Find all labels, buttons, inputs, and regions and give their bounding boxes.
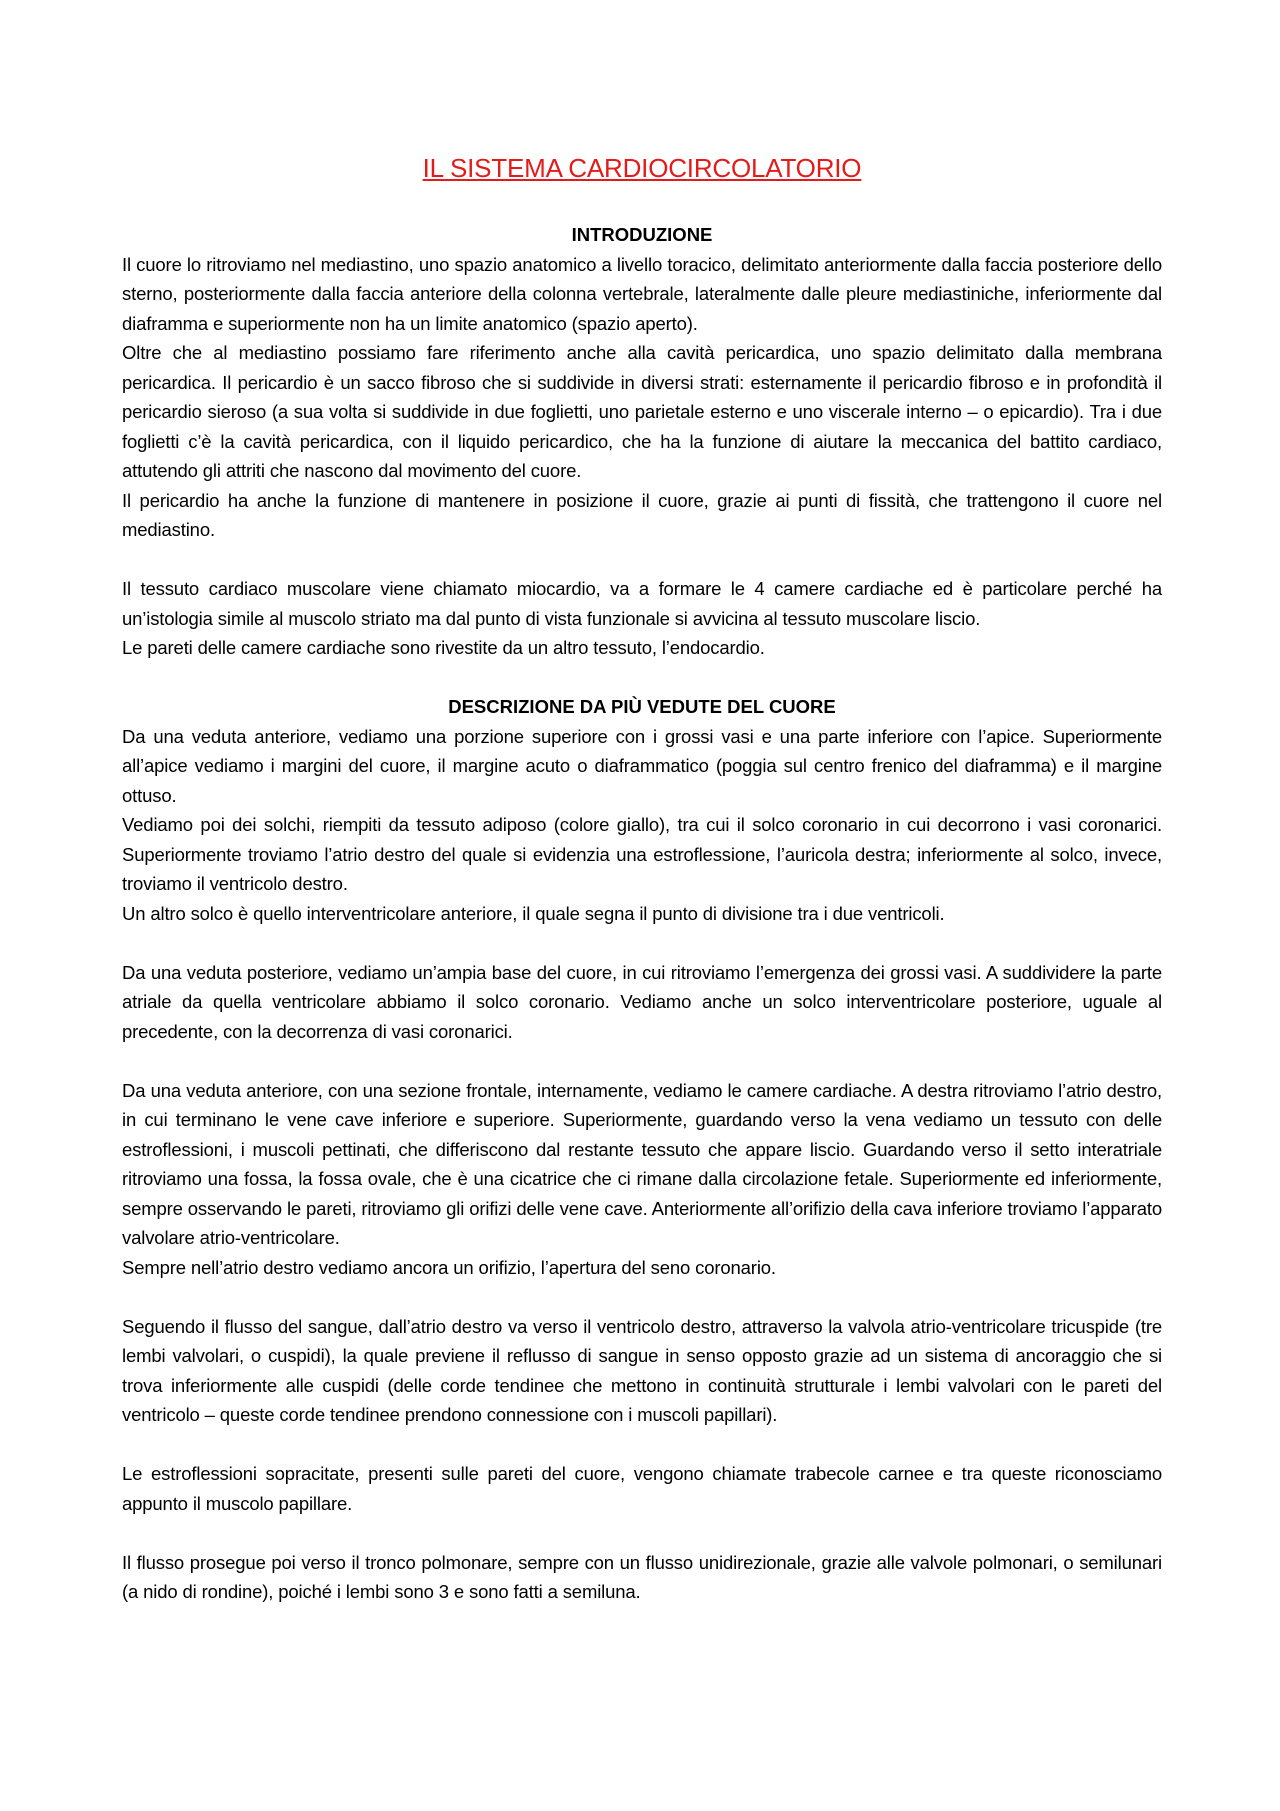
section-descrizione bbox=[122, 692, 1162, 1607]
paragraph-spacer bbox=[122, 1046, 1162, 1076]
paragraph: Il tessuto cardiaco muscolare viene chiamato miocardio, va a formare le 4 camere cardiache ed è particolare perché ha un’istologia simile al muscolo striato ma dal punto di vista funzionale si avvicina al tessuto muscolare liscio. bbox=[122, 578, 1162, 629]
paragraph-spacer bbox=[122, 545, 1162, 575]
paragraph-spacer bbox=[122, 928, 1162, 958]
paragraph: Oltre che al mediastino possiamo fare riferimento anche alla cavità pericardica, uno spazio delimitato dalla membrana pericardica. Il pericardio è un sacco fibroso che si suddivide in diversi strati: esternamente il pericardio fibroso e in profondità il pericardio sieroso (a sua volta si suddivide in due foglietti, uno parietale esterno e uno viscerale interno – o epicardio). Tra i due foglietti c’è la cavità pericardica, con il liquido pericardico, che ha la funzione di aiutare la meccanica del battito cardiaco, attutendo gli attriti che nascono dal movimento del cuore. bbox=[122, 342, 1162, 481]
paragraph-spacer bbox=[122, 1430, 1162, 1460]
paragraph: Seguendo il flusso del sangue, dall’atrio destro va verso il ventricolo destro, attraverso la valvola atrio-ventricolare tricuspide (tre lembi valvolari, o cuspidi), la quale previene il reflusso di sangue in senso opposto grazie ad un sistema di ancoraggio che si trova inferiormente alle cuspidi (delle corde tendinee che mettono in continuità strutturale i lembi valvolari con le pareti del ventricolo – queste corde tendinee prendono connessione con i muscoli papillari). bbox=[122, 1315, 1162, 1425]
document-title: IL SISTEMA CARDIOCIRCOLATORIO bbox=[422, 153, 862, 183]
section-heading: DESCRIZIONE DA PIÙ VEDUTE DEL CUORE bbox=[448, 696, 836, 717]
section-introduzione bbox=[122, 220, 1162, 692]
paragraph: Il pericardio ha anche la funzione di mantenere in posizione il cuore, grazie ai punti di fissità, che trattengono il cuore nel mediastino. bbox=[122, 489, 1162, 540]
paragraph: Il flusso prosegue poi verso il tronco polmonare, sempre con un flusso unidirezionale, grazie alle valvole polmonari, o semilunari (a nido di rondine), poiché i lembi sono 3 e sono fatti a semiluna. bbox=[122, 1551, 1162, 1602]
paragraph: Da una veduta anteriore, con una sezione frontale, internamente, vediamo le camere cardiache. A destra ritroviamo l’atrio destro, in cui terminano le vene cave inferiore e superiore. Superiormente, guardando verso la vena vediamo un tessuto con delle estroflessioni, i muscoli pettinati, che differiscono dal restante tessuto che appare liscio. Guardando verso il setto interatriale ritroviamo una fossa, la fossa ovale, che è una cicatrice che ci rimane dalla circolazione fetale. Superiormente ed inferiormente, sempre osservando le pareti, ritroviamo gli orifizi delle vene cave. Anteriormente all’orifizio della cava inferiore troviamo l’apparato valvolare atrio-ventricolare. bbox=[122, 1079, 1162, 1248]
section-heading: INTRODUZIONE bbox=[571, 224, 713, 245]
paragraph: Da una veduta anteriore, vediamo una porzione superiore con i grossi vasi e una parte inferiore con l’apice. Superiormente all’apice vediamo i margini del cuore, il margine acuto o diaframmatico (poggia sul centro frenico del diaframma) e il margine ottuso. bbox=[122, 725, 1162, 806]
paragraph-spacer bbox=[122, 1518, 1162, 1548]
paragraph-spacer bbox=[122, 1282, 1162, 1312]
paragraph: Le estroflessioni sopracitate, presenti sulle pareti del cuore, vengono chiamate trabecole carnee e tra queste riconosciamo appunto il muscolo papillare. bbox=[122, 1463, 1162, 1514]
document-page bbox=[122, 150, 1162, 1607]
paragraph: Da una veduta posteriore, vediamo un’ampia base del cuore, in cui ritroviamo l’emergenza dei grossi vasi. A suddividere la parte atriale da quella ventricolare abbiamo il solco coronario. Vediamo anche un solco interventricolare posteriore, uguale al precedente, con la decorrenza di vasi coronarici. bbox=[122, 961, 1162, 1042]
paragraph: Vediamo poi dei solchi, riempiti da tessuto adiposo (colore giallo), tra cui il solco coronario in cui decorrono i vasi coronarici. Superiormente troviamo l’atrio destro del quale si evidenzia una estroflessione, l’auricola destra; inferiormente al solco, invece, troviamo il ventricolo destro. bbox=[122, 814, 1162, 894]
paragraph: Un altro solco è quello interventricolare anteriore, il quale segna il punto di divisione tra i due ventricoli. bbox=[122, 902, 945, 924]
paragraph: Le pareti delle camere cardiache sono rivestite da un altro tessuto, l’endocardio. bbox=[122, 637, 765, 658]
paragraph-spacer bbox=[122, 663, 1162, 693]
paragraph: Sempre nell’atrio destro vediamo ancora un orifizio, l’apertura del seno coronario. bbox=[122, 1256, 776, 1278]
paragraph: Il cuore lo ritroviamo nel mediastino, uno spazio anatomico a livello toracico, delimitato anteriormente dalla faccia posteriore dello sterno, posteriormente dalla faccia anteriore della colonna vertebrale, lateralmente dalle pleure mediastiniche, inferiormente dal diaframma e superiormente non ha un limite anatomico (spazio aperto). bbox=[122, 253, 1162, 334]
